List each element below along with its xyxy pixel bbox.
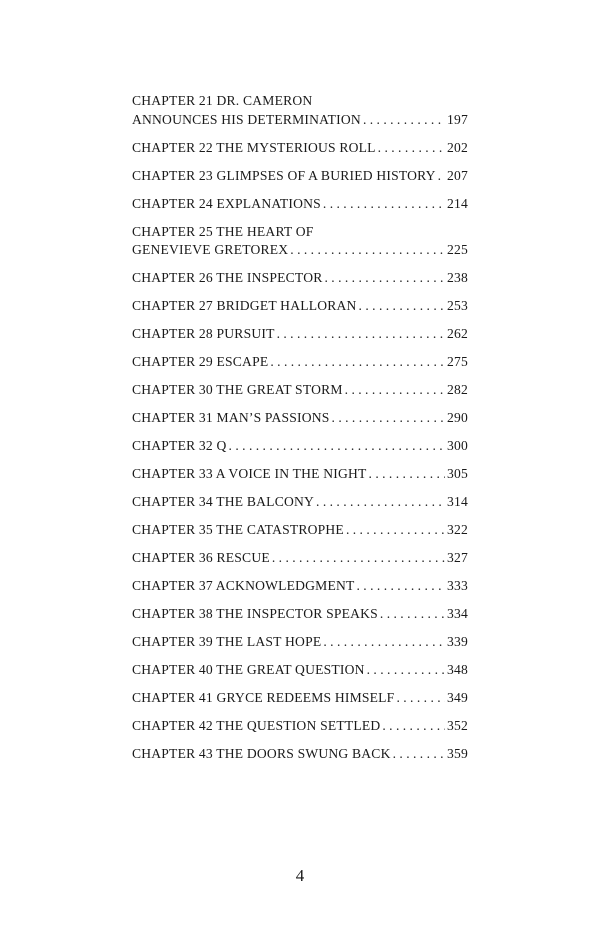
toc-entry-title: CHAPTER 23 GLIMPSES OF A BURIED HISTORY [132, 167, 436, 183]
toc-entry-title: CHAPTER 31 MAN’S PASSIONS [132, 410, 330, 426]
dot-leader [323, 633, 445, 652]
toc-entry-title: CHAPTER 34 THE BALCONY [132, 494, 315, 510]
toc-entry [132, 493, 468, 512]
toc-entry [132, 223, 468, 260]
toc-entry-page: 322 [447, 522, 468, 538]
toc-entry [132, 437, 468, 456]
toc-entry-title: CHAPTER 40 THE GREAT QUESTION [132, 662, 365, 678]
toc-entry [132, 139, 468, 158]
toc-entry-title: CHAPTER 43 THE DOORS SWUNG BACK [132, 746, 391, 762]
dot-leader [357, 577, 446, 596]
toc-entry-title: CHAPTER 27 BRIDGET HALLORAN [132, 298, 357, 314]
toc-entry-line [132, 605, 468, 624]
dot-leader [323, 195, 445, 214]
toc-entry [132, 353, 468, 372]
toc-entry-page: 282 [447, 382, 468, 398]
toc-entry-title: CHAPTER 24 EXPLANATIONS [132, 195, 321, 211]
toc-entry-title: CHAPTER 33 A VOICE IN THE NIGHT [132, 466, 367, 482]
toc-entry-page: 359 [447, 746, 468, 762]
toc-entry-title: CHAPTER 32 Q [132, 438, 227, 454]
toc-entry-page: 207 [447, 167, 468, 183]
dot-leader [396, 689, 445, 708]
toc-entry-line [132, 549, 468, 568]
toc-entry-page: 333 [447, 578, 468, 594]
dot-leader [272, 549, 445, 568]
toc-entry-title: CHAPTER 26 THE INSPECTOR [132, 270, 323, 286]
toc-entry-line [132, 381, 468, 400]
dot-leader [367, 661, 445, 680]
toc-entry-page: 348 [447, 662, 468, 678]
toc-entry-line [132, 111, 468, 130]
toc-entry-title: CHAPTER 30 THE GREAT STORM [132, 382, 343, 398]
toc-entry-title: CHAPTER 39 THE LAST HOPE [132, 634, 322, 650]
toc-entry-title: CHAPTER 35 THE CATASTROPHE [132, 522, 344, 538]
dot-leader [359, 297, 445, 316]
toc-entry-page: 214 [447, 195, 468, 211]
toc-entry-page: 334 [447, 606, 468, 622]
toc-entry-title: GENEVIEVE GRETOREX [132, 242, 289, 258]
dot-leader [270, 353, 445, 372]
dot-leader [393, 745, 445, 764]
toc-entry [132, 745, 468, 764]
dot-leader [346, 521, 445, 540]
dot-leader [277, 325, 445, 344]
toc-entry-line [132, 689, 468, 708]
toc-entry-page: 352 [447, 718, 468, 734]
toc-entry [132, 717, 468, 736]
toc-entry [132, 465, 468, 484]
toc-entry-title: ANNOUNCES HIS DETERMINATION [132, 111, 361, 127]
toc-entry-page: 339 [447, 634, 468, 650]
dot-leader [438, 167, 445, 186]
toc-entry-line [132, 465, 468, 484]
toc-entry-title: CHAPTER 29 ESCAPE [132, 354, 269, 370]
toc-entry-line [132, 633, 468, 652]
toc-entry-page: 314 [447, 494, 468, 510]
toc-entry [132, 269, 468, 288]
toc-entry-page: 253 [447, 298, 468, 314]
table-of-contents [132, 92, 468, 773]
toc-entry-page: 275 [447, 354, 468, 370]
toc-entry-page: 202 [447, 139, 468, 155]
toc-entry-page: 349 [447, 690, 468, 706]
dot-leader [290, 241, 445, 260]
toc-entry-line [132, 745, 468, 764]
toc-entry-page: 197 [447, 111, 468, 127]
toc-entry [132, 325, 468, 344]
toc-entry [132, 661, 468, 680]
toc-entry-title: CHAPTER 28 PURSUIT [132, 326, 275, 342]
dot-leader [380, 605, 445, 624]
toc-entry [132, 605, 468, 624]
toc-entry [132, 92, 468, 129]
toc-entry-line [132, 297, 468, 316]
toc-entry-title: CHAPTER 42 THE QUESTION SETTLED [132, 718, 381, 734]
toc-entry-title: CHAPTER 38 THE INSPECTOR SPEAKS [132, 606, 378, 622]
dot-leader [229, 437, 445, 456]
toc-entry-page: 225 [447, 242, 468, 258]
toc-entry [132, 167, 468, 186]
dot-leader [382, 717, 445, 736]
toc-entry [132, 521, 468, 540]
page-number: 4 [295, 866, 305, 885]
toc-entry [132, 633, 468, 652]
toc-entry-line [132, 325, 468, 344]
toc-entry [132, 549, 468, 568]
toc-entry-line [132, 195, 468, 214]
dot-leader [324, 269, 445, 288]
toc-entry-title-line1: CHAPTER 25 THE HEART OF [132, 223, 314, 239]
toc-entry-line [132, 717, 468, 736]
toc-entry-title: CHAPTER 22 THE MYSTERIOUS ROLL [132, 139, 376, 155]
toc-entry-title: CHAPTER 41 GRYCE REDEEMS HIMSELF [132, 690, 395, 706]
toc-entry-page: 238 [447, 270, 468, 286]
toc-entry-line [132, 493, 468, 512]
toc-entry [132, 409, 468, 428]
toc-entry-line [132, 661, 468, 680]
toc-entry [132, 577, 468, 596]
toc-entry-line [132, 577, 468, 596]
toc-entry-line [132, 409, 468, 428]
toc-entry [132, 297, 468, 316]
toc-entry-line [132, 241, 468, 260]
toc-entry-title: CHAPTER 37 ACKNOWLEDGMENT [132, 578, 355, 594]
toc-entry-line [132, 269, 468, 288]
toc-entry-page: 290 [447, 410, 468, 426]
toc-entry-line [132, 437, 468, 456]
dot-leader [378, 139, 445, 158]
toc-entry-page: 305 [447, 466, 468, 482]
toc-entry-page: 262 [447, 326, 468, 342]
toc-entry-page: 327 [447, 550, 468, 566]
toc-entry-title: CHAPTER 36 RESCUE [132, 550, 270, 566]
toc-entry [132, 381, 468, 400]
toc-entry-line [132, 353, 468, 372]
dot-leader [369, 465, 445, 484]
dot-leader [316, 493, 445, 512]
dot-leader [363, 111, 445, 130]
dot-leader [345, 381, 445, 400]
toc-entry [132, 195, 468, 214]
dot-leader [332, 409, 445, 428]
toc-entry-line [132, 139, 468, 158]
toc-entry-line [132, 167, 468, 186]
toc-entry-line [132, 521, 468, 540]
toc-entry-page: 300 [447, 438, 468, 454]
toc-entry-title-line1: CHAPTER 21 DR. CAMERON [132, 93, 313, 108]
toc-entry [132, 689, 468, 708]
